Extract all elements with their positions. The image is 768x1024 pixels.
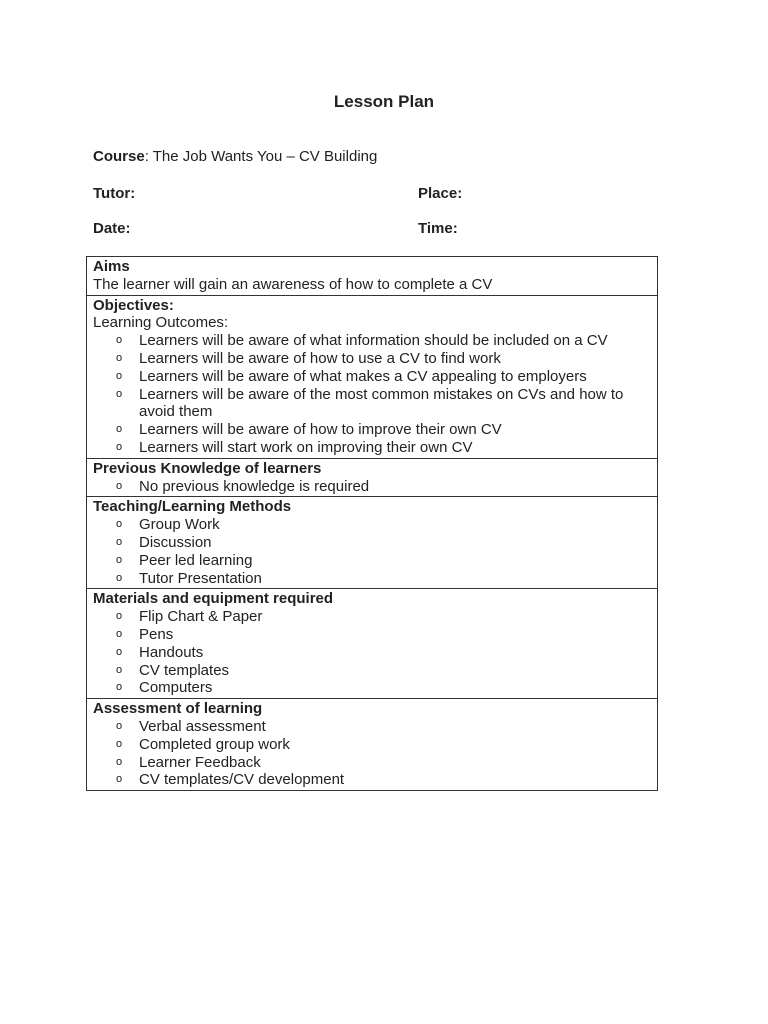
list-item <box>93 771 651 789</box>
list-item-text: Group Work <box>139 516 220 534</box>
materials-section <box>87 588 657 698</box>
list-item-text: Discussion <box>139 533 212 551</box>
list-item <box>93 350 651 368</box>
list-item-text: CV templates/CV development <box>139 771 345 789</box>
list-item-text: Verbal assessment <box>139 717 266 735</box>
list-item <box>93 478 651 496</box>
aims-text: The learner will gain an awareness of how to complete a CV <box>93 275 493 293</box>
list-item-text: Learner Feedback <box>139 753 261 771</box>
page-title: Lesson Plan <box>333 92 435 111</box>
objectives-list <box>93 332 651 457</box>
list-item-text: Handouts <box>139 643 204 661</box>
bullet-icon: o <box>116 571 123 584</box>
bullet-icon: o <box>116 334 123 347</box>
aims-section <box>87 257 657 295</box>
methods-section <box>87 496 657 588</box>
learning-outcomes-label: Learning Outcomes: <box>93 314 229 332</box>
objectives-section <box>87 295 657 458</box>
bullet-icon: o <box>116 553 123 566</box>
list-item <box>93 439 651 457</box>
list-item <box>93 718 651 736</box>
list-item-text: Learners will be aware of how to improve their own CV <box>139 421 502 439</box>
previous-knowledge-section <box>87 458 657 497</box>
previous-knowledge-list <box>93 478 651 496</box>
list-item <box>93 386 651 422</box>
materials-list <box>93 608 651 697</box>
bullet-icon: o <box>116 663 123 676</box>
objectives-heading: Objectives: <box>93 296 174 314</box>
list-item <box>93 421 651 439</box>
bullet-icon: o <box>116 681 123 694</box>
bullet-icon: o <box>116 387 123 400</box>
date-label: Date: <box>93 220 131 237</box>
place-label: Place: <box>418 185 463 202</box>
bullet-icon: o <box>116 627 123 640</box>
list-item-text: Tutor Presentation <box>139 569 262 587</box>
list-item <box>93 662 651 680</box>
bullet-icon: o <box>116 369 123 382</box>
list-item-text: Learners will be aware of what information should be included on a CV <box>139 332 608 350</box>
bullet-icon: o <box>116 773 123 786</box>
bullet-icon: o <box>116 440 123 453</box>
bullet-icon: o <box>116 610 123 623</box>
tutor-label: Tutor: <box>93 185 136 202</box>
bullet-icon: o <box>116 645 123 658</box>
bullet-icon: o <box>116 755 123 768</box>
list-item <box>93 679 651 697</box>
list-item <box>93 626 651 644</box>
bullet-icon: o <box>116 535 123 548</box>
bullet-icon: o <box>116 737 123 750</box>
list-item-text: Peer led learning <box>139 551 253 569</box>
assessment-list <box>93 718 651 789</box>
list-item <box>93 736 651 754</box>
list-item-text: CV templates <box>139 661 230 679</box>
course-line <box>93 148 377 165</box>
time-label: Time: <box>418 220 458 237</box>
list-item-text: No previous knowledge is required <box>139 477 370 495</box>
course-label: Course <box>93 148 145 165</box>
previous-knowledge-heading: Previous Knowledge of learners <box>93 459 322 477</box>
list-item <box>93 332 651 350</box>
assessment-heading: Assessment of learning <box>93 700 263 718</box>
list-item <box>93 608 651 626</box>
materials-heading: Materials and equipment required <box>93 590 334 608</box>
bullet-icon: o <box>116 518 123 531</box>
list-item <box>93 644 651 662</box>
list-item-text: Completed group work <box>139 735 290 753</box>
aims-heading: Aims <box>93 258 130 275</box>
list-item <box>93 754 651 772</box>
list-item-text: Pens <box>139 625 174 643</box>
list-item-text: Learners will be aware of the most common mistakes on CVs and how to avoid them <box>139 385 624 421</box>
list-item <box>93 552 651 570</box>
list-item-text: Learners will start work on improving their own CV <box>139 438 473 456</box>
bullet-icon: o <box>116 423 123 436</box>
list-item <box>93 534 651 552</box>
lesson-plan-table <box>86 256 658 791</box>
list-item <box>93 516 651 534</box>
bullet-icon: o <box>116 351 123 364</box>
list-item <box>93 368 651 386</box>
list-item <box>93 570 651 588</box>
assessment-section <box>87 698 657 790</box>
bullet-icon: o <box>116 479 123 492</box>
bullet-icon: o <box>116 719 123 732</box>
list-item-text: Flip Chart & Paper <box>139 608 263 626</box>
course-value: : The Job Wants You – CV Building <box>144 148 378 165</box>
list-item-text: Computers <box>139 679 213 697</box>
list-item-text: Learners will be aware of what makes a CV appealing to employers <box>139 367 587 385</box>
list-item-text: Learners will be aware of how to use a CV to find work <box>139 349 501 367</box>
methods-list <box>93 516 651 587</box>
methods-heading: Teaching/Learning Methods <box>93 498 292 516</box>
